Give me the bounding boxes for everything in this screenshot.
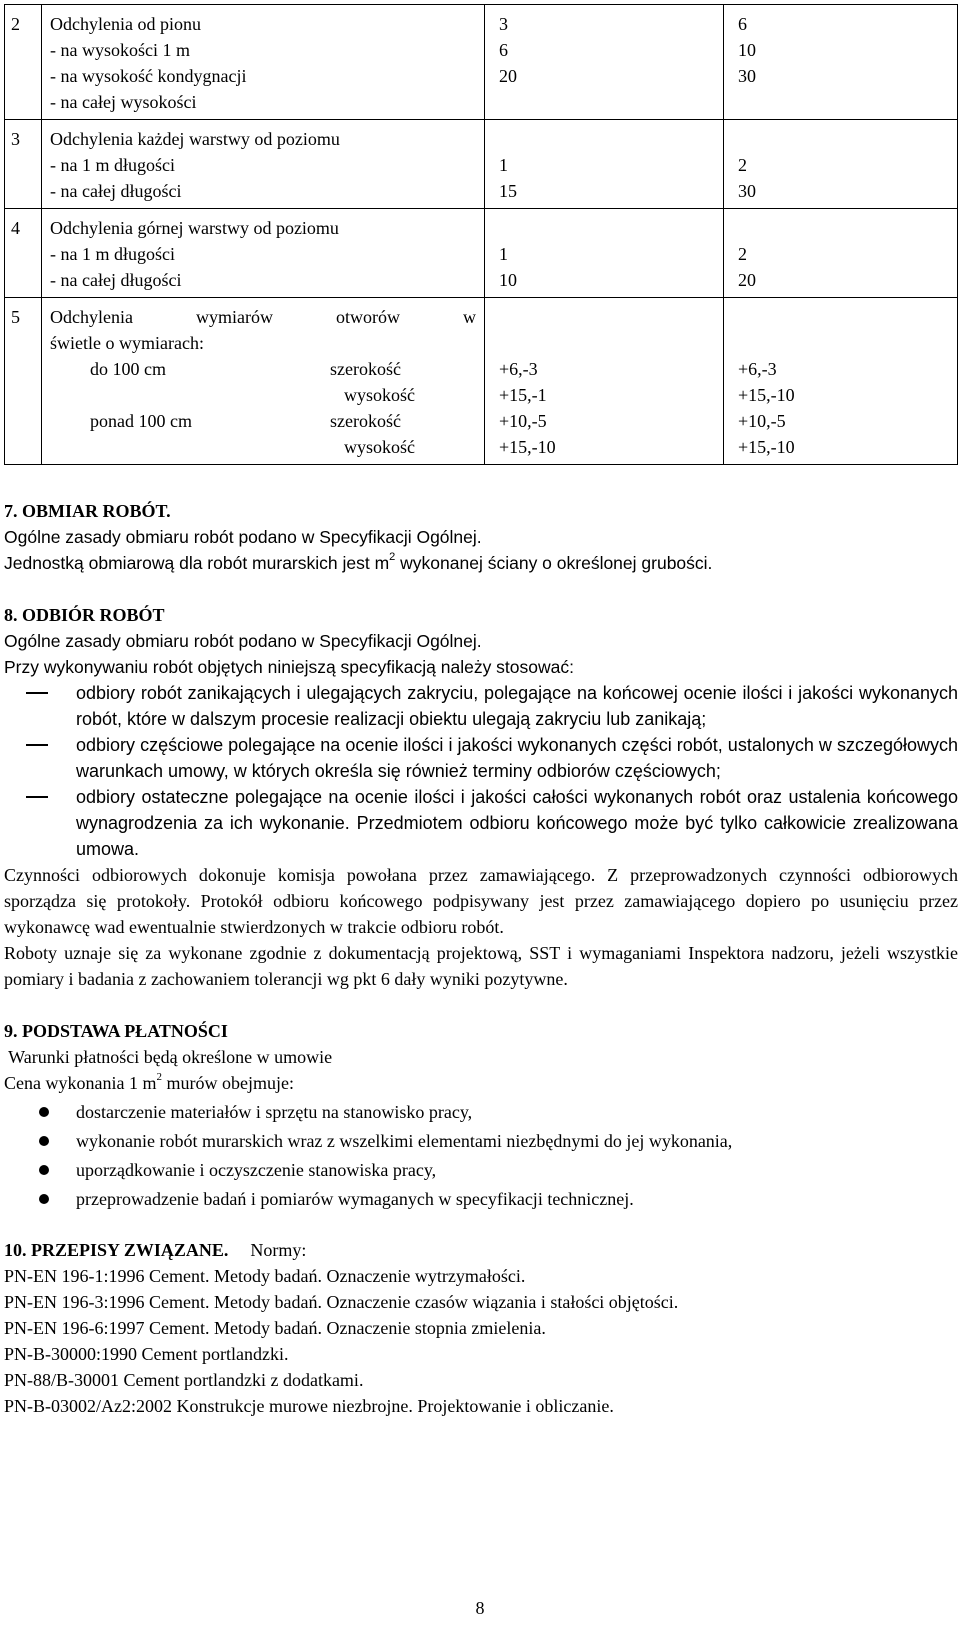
section-text: Ogólne zasady obmiaru robót podano w Specyfikacji Ogólnej.	[4, 631, 482, 651]
value: 30	[738, 66, 756, 86]
section-text: Czynności odbiorowych dokonuje komisja powołana przez zamawiającego. Z przeprowadzonych czynności odbiorowych sporządza się protokoły. Protokół odbioru końcowego podpisywany jest przez zamawiającego dopiero po usunięciu przez wykonawcę wad ewentualnie stwierdzonych w trakcie odbioru robót.	[4, 865, 958, 937]
value: 20	[499, 66, 517, 86]
value: 2	[738, 155, 747, 175]
norm-item: PN-88/B-30001 Cement portlandzki z dodatkami.	[4, 1370, 364, 1390]
row-desc-line: - na całej wysokości	[50, 92, 197, 112]
value: 6	[738, 14, 747, 34]
section-text: Jednostką obmiarową dla robót murarskich jest $m^2$ wykonanej ściany o określonej grubości.	[4, 551, 713, 573]
row-number: 5	[5, 298, 42, 465]
row-description	[42, 5, 485, 120]
row-desc-line: - na całej długości	[50, 181, 182, 201]
row-desc-line: - na całej długości	[50, 270, 182, 290]
norm-item: PN-B-30000:1990 Cement portlandzki.	[4, 1344, 289, 1364]
section-subheading: Normy:	[250, 1240, 307, 1260]
row-value-col2	[724, 5, 958, 120]
row-desc-line: Odchylenia każdej warstwy od poziomu	[50, 129, 340, 149]
value: +15,-10	[738, 385, 795, 405]
section-heading: 10. PRZEPISY ZWIĄZANE.	[4, 1240, 229, 1260]
section-heading-line	[4, 1237, 958, 1263]
table-row	[5, 120, 958, 209]
row-desc-word: wymiarów	[195, 307, 273, 327]
row-desc-word: Odchylenia	[50, 307, 133, 327]
row-number: 3	[5, 120, 42, 209]
value: +10,-5	[499, 411, 547, 431]
row-desc-line: - na wysokości 1 m	[50, 40, 190, 60]
value: +10,-5	[738, 411, 786, 431]
value: +6,-3	[738, 359, 777, 379]
value: 3	[499, 14, 508, 34]
section-text: Ogólne zasady obmiaru robót podano w Specyfikacji Ogólnej.	[4, 527, 482, 547]
price-includes-list	[4, 1099, 958, 1212]
value: 6	[499, 40, 508, 60]
norm-item: PN-EN 196-3:1996 Cement. Metody badań. Oznaczenie czasów wiązania i stałości objętości.	[4, 1292, 679, 1312]
row-value-col1	[485, 209, 724, 298]
value: 30	[738, 181, 756, 201]
dash-bullet-icon	[26, 744, 48, 746]
value: +15,-10	[499, 437, 556, 457]
table-row	[5, 298, 958, 465]
dimension: szerokość	[330, 411, 401, 431]
dot-bullet-icon	[39, 1165, 49, 1175]
row-value-col1	[485, 298, 724, 465]
row-desc-line: - na wysokość kondygnacji	[50, 66, 247, 86]
row-number: 4	[5, 209, 42, 298]
list-item: wykonanie robót murarskich wraz z wszelkimi elementami niezbędnymi do jej wykonania,	[4, 1128, 958, 1154]
table-row	[5, 209, 958, 298]
list-item: przeprowadzenie badań i pomiarów wymaganych w specyfikacji technicznej.	[4, 1186, 958, 1212]
dot-bullet-icon	[39, 1107, 49, 1117]
section-heading: 9. PODSTAWA PŁATNOŚCI	[4, 1021, 228, 1041]
dash-bullet-icon	[26, 796, 48, 798]
norm-item: PN-B-03002/Az2:2002 Konstrukcje murowe niezbrojne. Projektowanie i obliczanie.	[4, 1396, 614, 1416]
dot-bullet-icon	[39, 1194, 49, 1204]
document-body	[4, 498, 958, 1419]
value: 10	[499, 270, 517, 290]
row-desc-line: świetle o wymiarach:	[50, 333, 204, 353]
dimension: szerokość	[330, 359, 401, 379]
value: 1	[499, 244, 508, 264]
dot-bullet-icon	[39, 1136, 49, 1146]
row-value-col2	[724, 209, 958, 298]
opening-dimensions	[50, 356, 476, 460]
row-number: 2	[5, 5, 42, 120]
list-item: odbiory ostateczne polegające na ocenie ilości i jakości całości wykonanych robót oraz ustalenia końcowego wynagrodzenia za ich wykonanie. Przedmiotem odbioru końcowego może być tylko całkowicie zrealizowana umowa.	[4, 784, 958, 862]
row-value-col1	[485, 120, 724, 209]
section-text: Roboty uznaje się za wykonane zgodnie z dokumentacją projektową, SST i wymaganiami Inspektora nadzoru, jeżeli wszystkie pomiary i badania z zachowaniem tolerancji wg pkt 6 dały wyniki pozytywne.	[4, 943, 958, 989]
list-item: odbiory robót zanikających i ulegających zakryciu, polegające na końcowej ocenie ilości i jakości wykonanych robót, które w dalszym procesie realizacji obiektu ulegają zakryciu lub zanikają;	[4, 680, 958, 732]
row-desc-line: Odchylenia od pionu	[50, 14, 201, 34]
dash-bullet-icon	[26, 692, 48, 694]
tolerance-table	[4, 4, 958, 465]
list-item: odbiory częściowe polegające na ocenie ilości i jakości wykonanych części robót, ustalonych w szczegółowych warunkach umowy, w których określa się również terminy odbiorów częściowych;	[4, 732, 958, 784]
row-value-col2	[724, 298, 958, 465]
table-row	[5, 5, 958, 120]
value: +15,-10	[738, 437, 795, 457]
value: 10	[738, 40, 756, 60]
row-desc-line: - na 1 m długości	[50, 155, 175, 175]
section-text: Warunki płatności będą określone w umowie	[4, 1047, 333, 1067]
row-desc-line: - na 1 m długości	[50, 244, 175, 264]
row-desc-line	[50, 304, 476, 330]
section-heading: 8. ODBIÓR ROBÓT	[4, 605, 165, 625]
value: +15,-1	[499, 385, 547, 405]
value: +6,-3	[499, 359, 538, 379]
size-range	[90, 382, 330, 408]
list-item: uporządkowanie i oczyszczenie stanowiska pracy,	[4, 1157, 958, 1183]
value: 2	[738, 244, 747, 264]
value: 20	[738, 270, 756, 290]
row-description	[42, 120, 485, 209]
value: 1	[499, 155, 508, 175]
size-range: do 100 cm	[90, 359, 166, 379]
size-range: ponad 100 cm	[90, 411, 192, 431]
section-text: Cena wykonania 1 $m^2$ murów obejmuje:	[4, 1071, 294, 1093]
dimension: wysokość	[344, 385, 415, 405]
page-number: 8	[475, 1598, 485, 1618]
norm-item: PN-EN 196-1:1996 Cement. Metody badań. Oznaczenie wytrzymałości.	[4, 1266, 526, 1286]
row-description	[42, 298, 485, 465]
acceptance-list	[4, 680, 958, 862]
row-value-col1	[485, 5, 724, 120]
norm-item: PN-EN 196-6:1997 Cement. Metody badań. Oznaczenie stopnia zmielenia.	[4, 1318, 546, 1338]
row-description	[42, 209, 485, 298]
section-text: Przy wykonywaniu robót objętych niniejszą specyfikacją należy stosować:	[4, 657, 574, 677]
size-range	[90, 434, 330, 460]
row-desc-line: Odchylenia górnej warstwy od poziomu	[50, 218, 339, 238]
row-desc-word: otworów	[335, 307, 400, 327]
row-value-col2	[724, 120, 958, 209]
list-item: dostarczenie materiałów i sprzętu na stanowisko pracy,	[4, 1099, 958, 1125]
value: 15	[499, 181, 517, 201]
section-heading: 7. OBMIAR ROBÓT.	[4, 501, 171, 521]
row-desc-word: w	[463, 307, 476, 327]
dimension: wysokość	[344, 437, 415, 457]
